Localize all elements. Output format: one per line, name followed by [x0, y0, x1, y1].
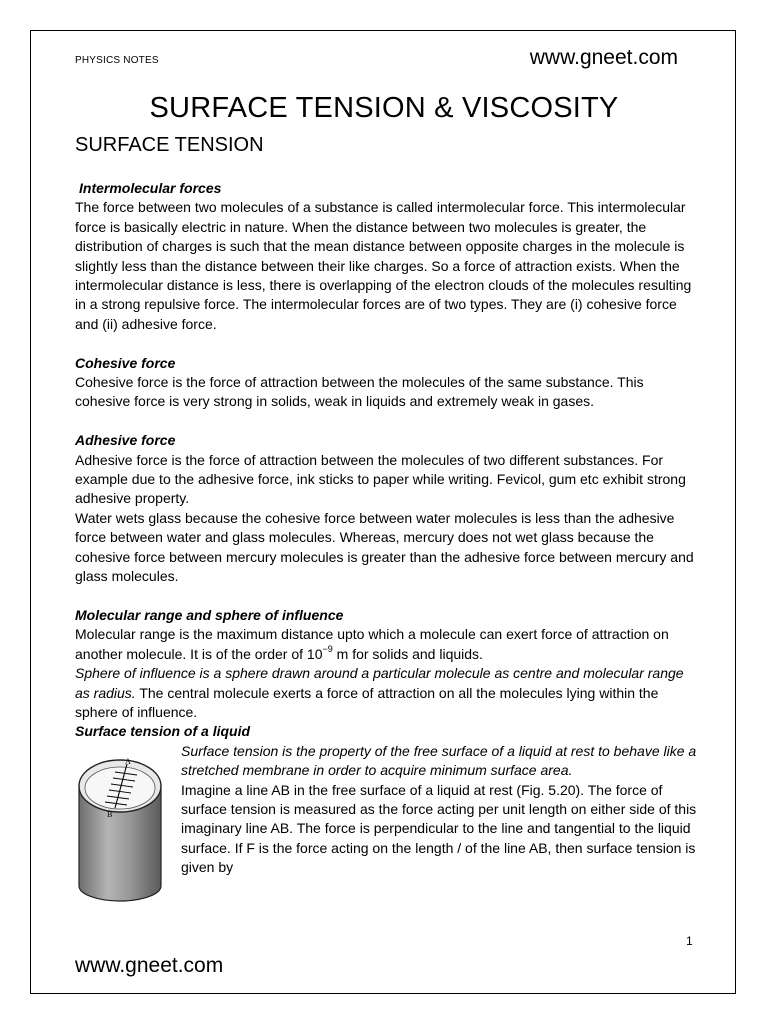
- header-website-link[interactable]: www.gneet.com: [529, 46, 678, 69]
- page-number: 1: [686, 934, 693, 948]
- heading-adhesive: Adhesive force: [75, 432, 176, 449]
- heading-molecular-range: Molecular range and sphere of influence: [75, 606, 344, 623]
- heading-intermolecular: Intermolecular forces: [79, 180, 222, 196]
- paragraph-intermolecular: The force between two molecules of a substance is called intermolecular force. This intermolecular force is basically electric in nature. When the distance between two molecules is greater, the distribution of charges is such that the mean distance between opposite charges in the molecule is slightly less than the distance between their like charges. So a force of attraction exists. When the intermolecular distance is less, there is overlapping of the electron clouds of the molecules resulting in a strong repulsive force. The intermolecular forces are of two types. They are (i) cohesive force and (ii) adhesive force.: [75, 199, 692, 332]
- heading-cohesive: Cohesive force: [75, 354, 176, 371]
- header-label: PHYSICS NOTES: [75, 55, 159, 66]
- page-title: SURFACE TENSION & VISCOSITY: [149, 92, 619, 124]
- heading-surface-tension: Surface tension of a liquid: [75, 723, 251, 740]
- paragraph-adhesive-2: Water wets glass because the cohesive force between water molecules is less than the adhesive force between water and glass molecules. Whereas, mercury does not wet glass because the cohesive force between mercury molecules is greater than the adhesive force between mercury and glass molecules.: [75, 509, 694, 585]
- document-body: [75, 179, 695, 912]
- surface-tension-text: [181, 742, 701, 878]
- exponent: −9: [322, 644, 333, 655]
- surface-tension-body: Imagine a line AB in the free surface of a liquid at rest (Fig. 5.20). The force of surface tension is measured as the force acting per unit length on either side of this imaginary line AB. The force is perpendicular to the line and tangential to the liquid surface. If F is the force acting on the length / of the line AB, then surface tension is given by: [181, 781, 697, 876]
- sphere-definition: Sphere of influence is a sphere drawn around a particular molecule as centre and molecular range as radius.: [75, 665, 684, 701]
- paragraph-adhesive-1: Adhesive force is the force of attraction between the molecules of two different substances. For example due to the adhesive force, ink sticks to paper while writing. Fevicol, gum etc exhibit strong adhesive property.: [75, 451, 686, 507]
- paragraph-cohesive: Cohesive force is the force of attraction between the molecules of the same substance. This cohesive force is very strong in solids, weak in liquids and extremely weak in gases.: [75, 374, 644, 410]
- paragraph-sphere-of-influence: [75, 664, 695, 722]
- surface-tension-block: [75, 742, 695, 912]
- surface-tension-definition: Surface tension is the property of the free surface of a liquid at rest to behave like a stretched membrane in order to acquire minimum surface area.: [181, 742, 697, 779]
- paragraph-molecular-range: [75, 625, 695, 664]
- label-b: B: [107, 809, 113, 819]
- molecular-range-unit: m for solids and liquids.: [332, 645, 483, 662]
- cylinder-figure: [75, 754, 165, 904]
- section-title: SURFACE TENSION: [75, 134, 264, 156]
- molecular-range-text: Molecular range is the maximum distance upto which a molecule can exert force of attraction on another molecule. It is of the order of 10: [75, 626, 669, 662]
- footer-website-link[interactable]: www.gneet.com: [75, 954, 224, 977]
- label-a: A: [125, 756, 131, 766]
- sphere-description: The central molecule exerts a force of attraction on all the molecules lying within the sphere of influence.: [75, 684, 659, 720]
